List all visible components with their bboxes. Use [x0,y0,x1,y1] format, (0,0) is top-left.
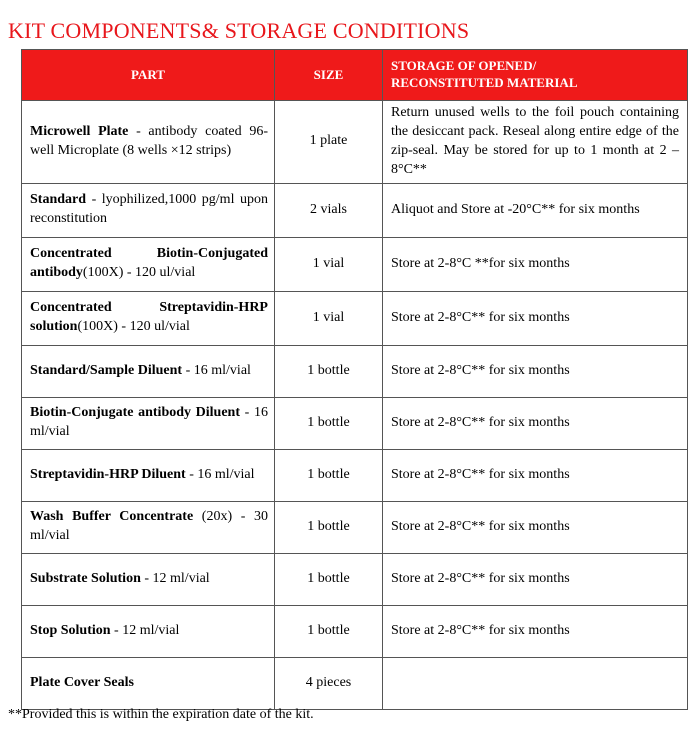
size-cell: 1 vial [275,237,383,291]
size-cell: 1 bottle [275,553,383,605]
storage-cell: Store at 2-8°C** for six months [383,605,688,657]
part-cell [22,553,275,605]
storage-cell: Store at 2-8°C** for six months [383,291,688,345]
size-cell: 1 bottle [275,345,383,397]
part-description: (20x) - 30 ml/vial [30,509,268,544]
storage-cell: Aliquot and Store at -20°C** for six months [383,183,688,237]
part-description: - 16 ml/vial [30,405,268,440]
size-cell: 1 bottle [275,449,383,501]
header-storage-line2: RECONSTITUTED MATERIAL [391,75,578,90]
table-row [22,183,688,237]
part-name: Standard [30,192,87,208]
header-size: SIZE [275,50,383,101]
page-title: KIT COMPONENTS& STORAGE CONDITIONS [8,18,470,43]
size-cell: 2 vials [275,183,383,237]
table-header-row [22,50,688,101]
part-name: Standard/Sample Diluent [30,362,183,378]
part-cell [22,397,275,449]
part-description: (100X) - 120 ul/vial [82,265,196,281]
part-cell [22,237,275,291]
table-row [22,501,688,553]
size-cell: 1 vial [275,291,383,345]
table-row [22,449,688,501]
part-name: Biotin-Conjugate antibody Diluent [30,405,241,421]
header-storage-line1: STORAGE OF OPENED/ [391,58,537,74]
part-cell [22,501,275,553]
size-cell: 4 pieces [275,657,383,709]
part-name: Plate Cover Seals [30,674,134,690]
part-description: (100X) - 120 ul/vial [77,319,190,335]
footnote: **Provided this is within the expiration date of the kit. [8,707,314,722]
part-name: Microwell Plate [30,123,129,139]
part-name: Wash Buffer Concentrate [30,509,194,525]
size-cell: 1 plate [275,101,383,184]
part-cell [22,605,275,657]
part-cell [22,345,275,397]
part-description: - antibody coated 96-well Microplate (8 wells ×12 strips) [30,123,268,158]
part-description: - 12 ml/vial [110,622,180,638]
part-description: - 12 ml/vial [140,570,210,586]
size-cell: 1 bottle [275,501,383,553]
table-row [22,397,688,449]
table-row [22,657,688,709]
part-name: Streptavidin-HRP Diluent [30,466,186,482]
part-description: - lyophilized,1000 pg/ml upon reconstitution [30,192,268,227]
storage-cell: Store at 2-8°C** for six months [383,345,688,397]
storage-cell [383,657,688,709]
part-name: Stop Solution [30,622,111,638]
size-cell: 1 bottle [275,397,383,449]
part-cell [22,183,275,237]
storage-cell: Store at 2-8°C** for six months [383,449,688,501]
kit-components-table [21,49,688,710]
size-cell: 1 bottle [275,605,383,657]
storage-cell: Store at 2-8°C **for six months [383,237,688,291]
part-cell [22,291,275,345]
part-cell [22,449,275,501]
table-row [22,605,688,657]
part-name: Substrate Solution [30,570,141,586]
table-row [22,553,688,605]
part-name: Concentrated Biotin-Conjugated antibody [30,246,268,281]
storage-cell: Store at 2-8°C** for six months [383,553,688,605]
part-description: - 16 ml/vial [185,466,255,482]
storage-cell: Store at 2-8°C** for six months [383,501,688,553]
table-row [22,237,688,291]
table-row [22,345,688,397]
part-name: Concentrated Streptavidin-HRP solution [30,300,268,335]
header-part: PART [22,50,275,101]
part-description: - 16 ml/vial [182,362,251,378]
table-row [22,291,688,345]
table-body [22,101,688,710]
part-cell [22,101,275,184]
part-cell [22,657,275,709]
header-storage [383,50,688,101]
storage-cell: Store at 2-8°C** for six months [383,397,688,449]
table-row [22,101,688,184]
storage-cell: Return unused wells to the foil pouch containing the desiccant pack. Reseal along entire edge of the zip-seal. May be stored for up to 1 month at 2 – 8°C** [383,101,688,184]
